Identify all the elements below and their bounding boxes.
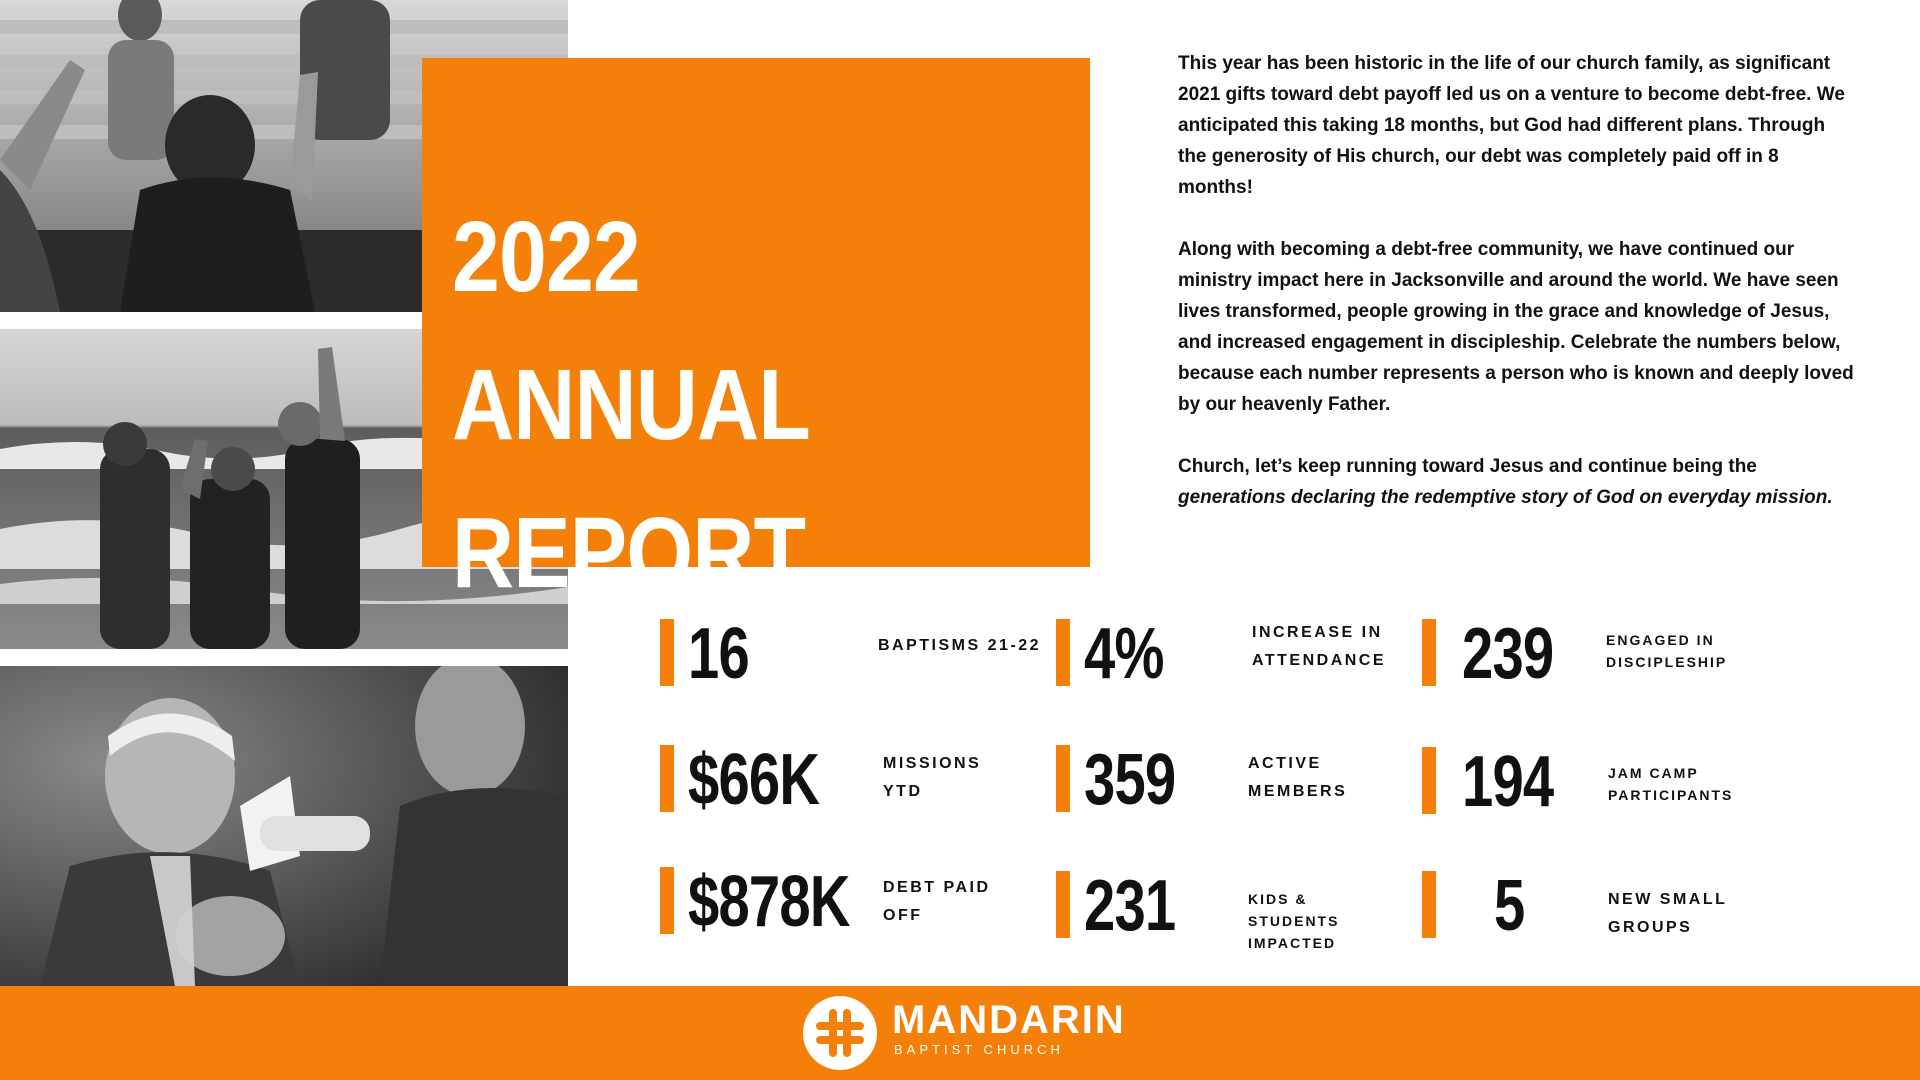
intro-paragraph-2: Along with becoming a debt-free community, we have continued our ministry impact here in Jacksonville and around the world. We have seen lives transformed, people growing in the grace and knowledge of Jesus, and increased engagement in discipleship. Celebrate the numbers below, because each number represents a person who is known and deeply loved by our heavenly Father. xyxy=(1178,239,1854,415)
stat-accent-bar xyxy=(660,745,674,812)
stat-missions-value: $66K xyxy=(688,740,820,820)
stat-members-label: ACTIVE MEMBERS xyxy=(1248,755,1348,800)
stat-attendance-value: 4% xyxy=(1084,614,1164,694)
title-box xyxy=(422,58,1090,609)
photo-communion xyxy=(0,666,568,986)
stat-attendance xyxy=(1056,614,1416,694)
report-title xyxy=(452,183,1001,627)
stat-jamcamp xyxy=(1422,742,1782,822)
stat-accent-bar xyxy=(1056,871,1070,938)
stat-smallgroups-label: NEW SMALL GROUPS xyxy=(1608,891,1728,936)
stat-accent-bar xyxy=(660,867,674,934)
church-logo-subtitle: BAPTIST CHURCH xyxy=(894,1042,1064,1057)
church-logo-icon xyxy=(802,995,878,1071)
stat-members-value: 359 xyxy=(1084,740,1176,820)
intro-paragraph-3-italic: generations declaring the redemptive story of God on everyday mission. xyxy=(1178,487,1833,508)
stat-missions xyxy=(660,740,1050,820)
stat-baptisms-label: BAPTISMS 21-22 xyxy=(878,637,1042,654)
stat-jamcamp-label: JAM CAMP PARTICIPANTS xyxy=(1608,765,1734,803)
stat-jamcamp-value: 194 xyxy=(1462,742,1554,822)
stat-debt-value: $878K xyxy=(688,862,850,942)
stat-attendance-label: INCREASE IN ATTENDANCE xyxy=(1252,624,1387,669)
stat-accent-bar xyxy=(1422,871,1436,938)
stat-baptisms-value: 16 xyxy=(688,614,749,694)
report-title-line2: REPORT xyxy=(452,497,806,609)
stat-smallgroups xyxy=(1422,866,1782,946)
intro-paragraph-1: This year has been historic in the life of our church family, as significant 2021 gifts toward debt payoff led us on a venture to become debt-free. We anticipated this taking 18 months, but God had different plans. Through the generosity of His church, our debt was completely paid off in 8 months! xyxy=(1178,53,1845,198)
report-title-line1: 2022 ANNUAL xyxy=(452,201,810,461)
intro-paragraph-3-text: Church, let’s keep running toward Jesus and continue being the xyxy=(1178,456,1757,477)
church-logo-name: MANDARIN xyxy=(892,998,1126,1042)
stat-debt xyxy=(660,862,1050,942)
intro-text xyxy=(1178,48,1858,544)
stat-kids xyxy=(1056,866,1416,951)
stat-accent-bar xyxy=(1422,747,1436,814)
stat-smallgroups-value: 5 xyxy=(1494,866,1525,946)
stat-discipleship-value: 239 xyxy=(1462,614,1554,694)
stat-discipleship-label: ENGAGED IN DISCIPLESHIP xyxy=(1606,632,1728,670)
stat-accent-bar xyxy=(660,619,674,686)
stat-missions-label: MISSIONS YTD xyxy=(883,755,982,800)
stat-accent-bar xyxy=(1056,619,1070,686)
stat-discipleship xyxy=(1422,614,1782,694)
stat-kids-label: KIDS & STUDENTS IMPACTED xyxy=(1248,891,1340,951)
stat-baptisms xyxy=(660,614,1050,694)
stat-debt-label: DEBT PAID OFF xyxy=(883,879,991,924)
stat-members xyxy=(1056,740,1416,820)
footer-bar xyxy=(0,986,1920,1080)
stat-accent-bar xyxy=(1056,745,1070,812)
intro-paragraph-3 xyxy=(1178,451,1858,513)
stat-kids-value: 231 xyxy=(1084,866,1176,946)
stat-accent-bar xyxy=(1422,619,1436,686)
